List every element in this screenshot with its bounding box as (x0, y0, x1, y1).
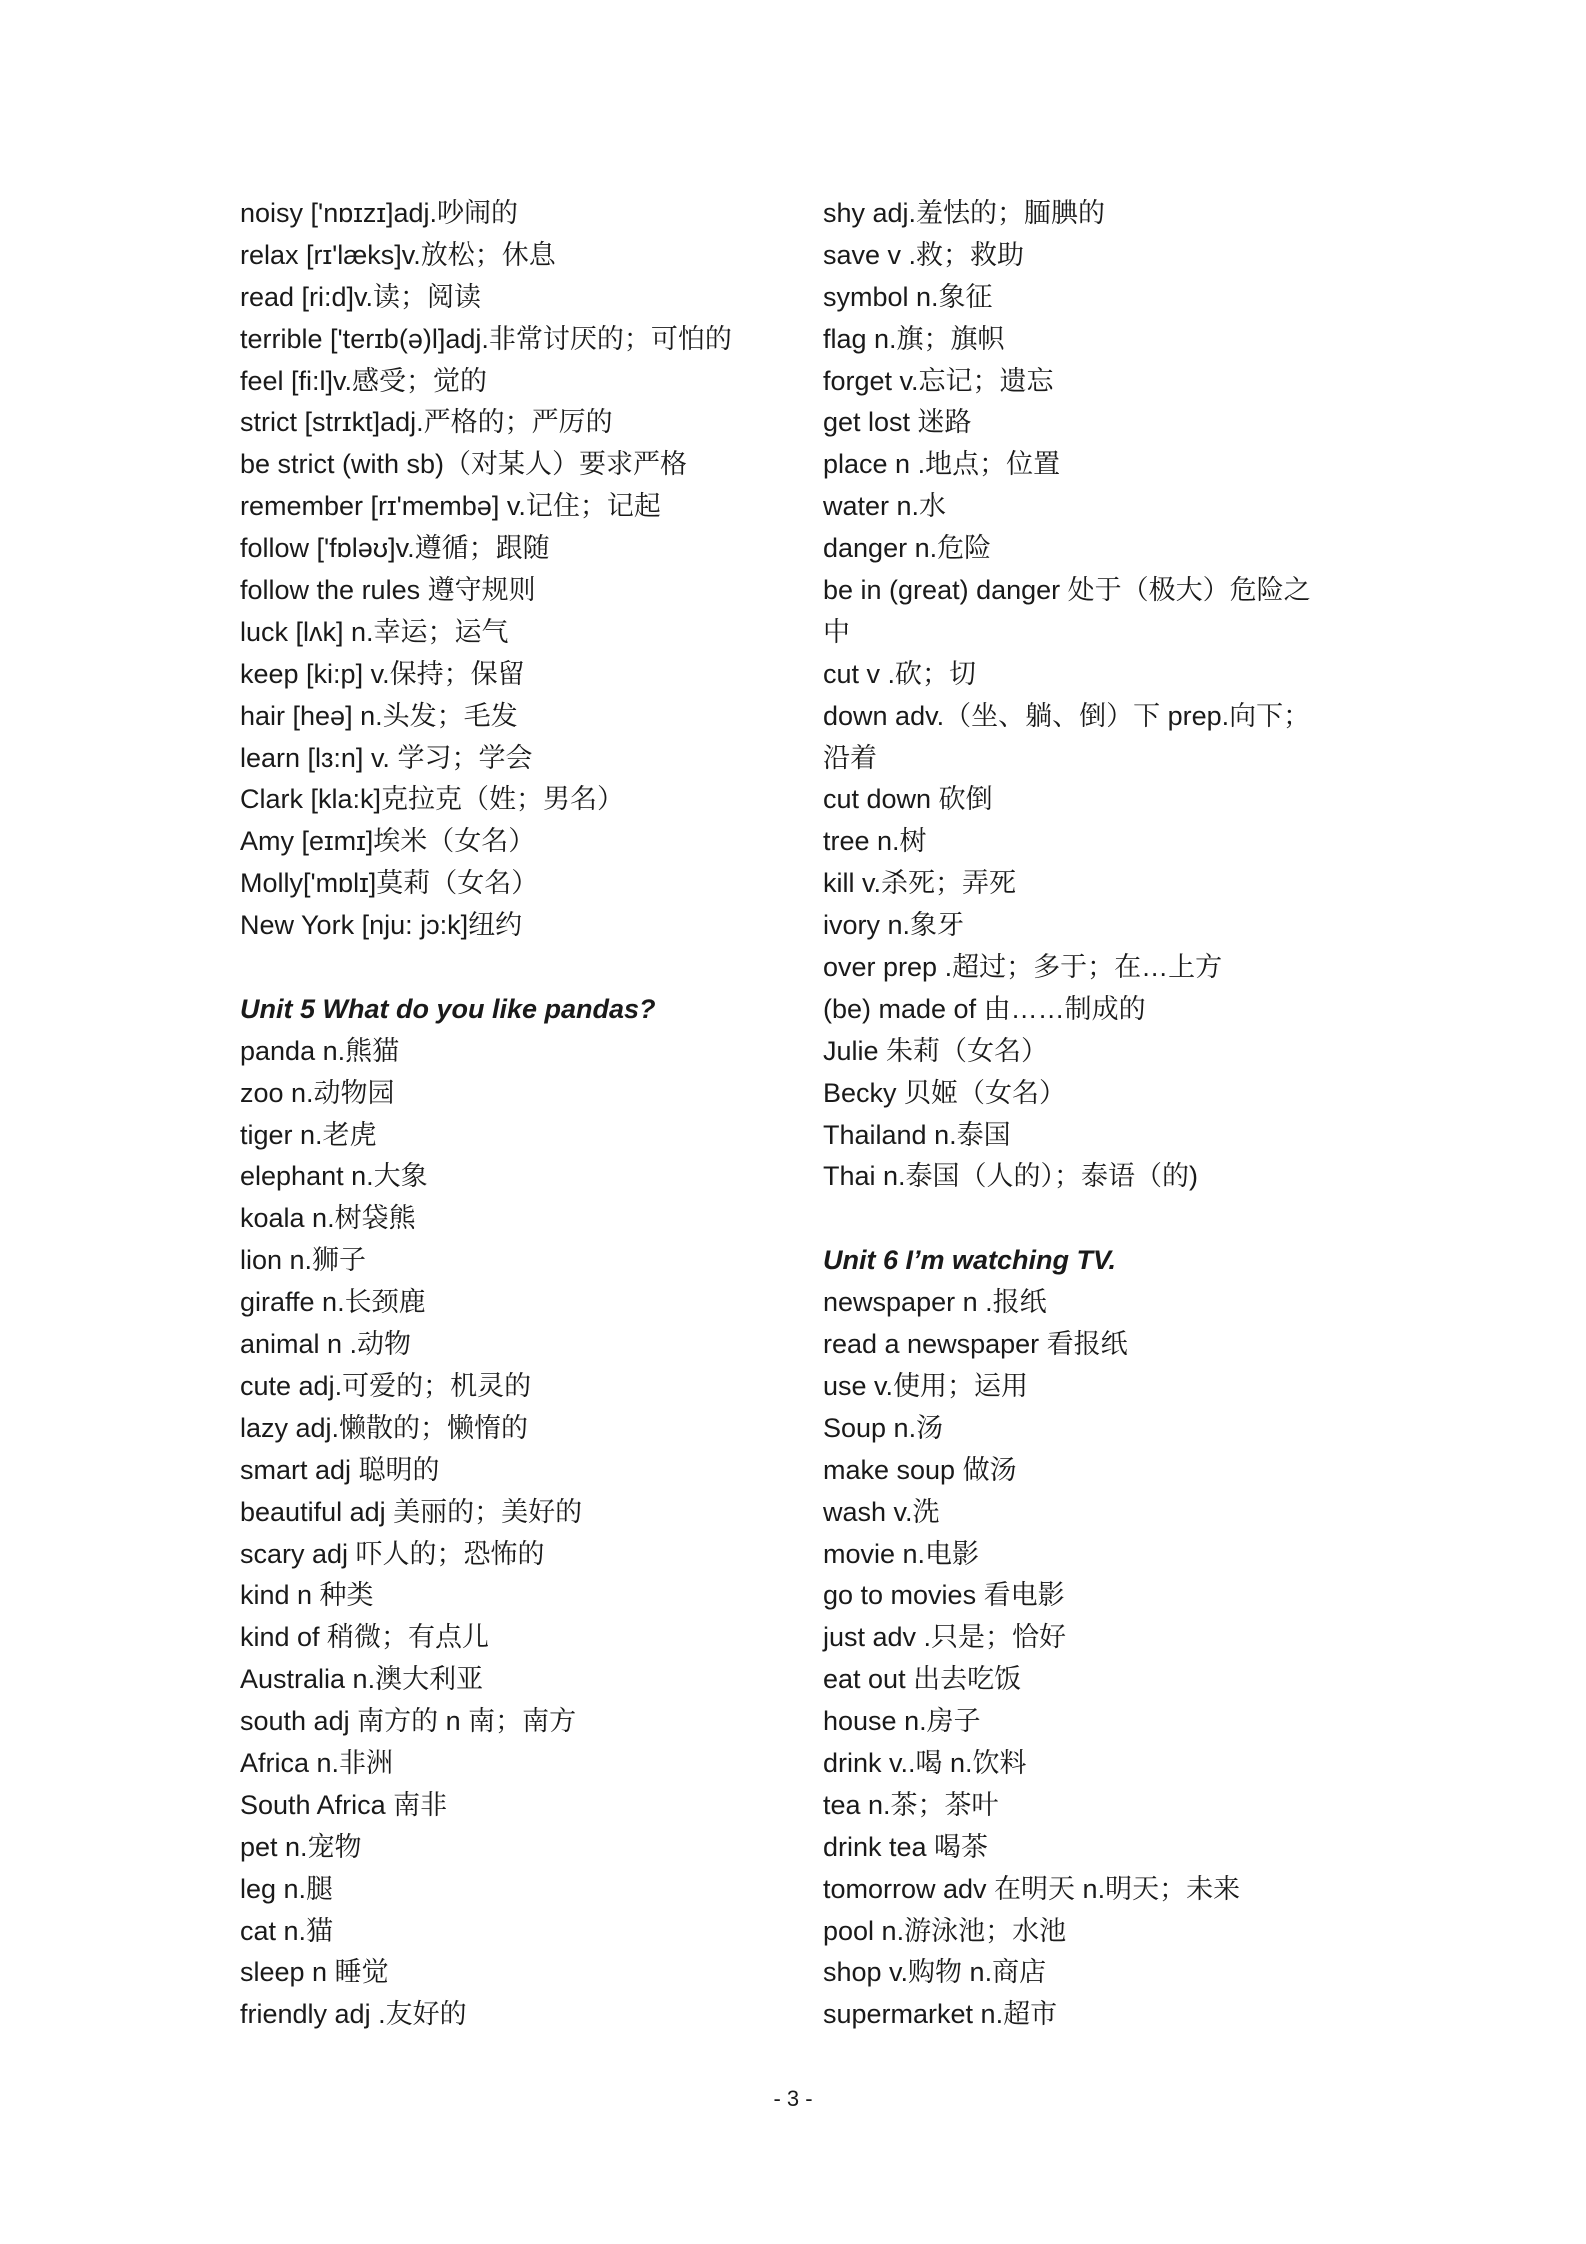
vocab-entry: south adj 南方的 n 南；南方 (240, 1706, 577, 1737)
vocab-entry: keep [ki:p] v.保持；保留 (240, 658, 525, 689)
vocab-entry: animal n .动物 (240, 1329, 412, 1360)
vocab-entry: Julie 朱莉（女名） (823, 1035, 1049, 1066)
vocab-entry: 沿着 (823, 742, 877, 773)
vocab-entry: sleep n 睡觉 (240, 1957, 389, 1988)
vocab-entry: shy adj.羞怯的；腼腆的 (823, 198, 1106, 228)
vocab-entry: Amy [eɪmɪ]埃米（女名） (240, 826, 536, 857)
unit-heading: Unit 5 What do you like pandas? (240, 993, 656, 1024)
vocab-entry: newspaper n .报纸 (823, 1287, 1047, 1318)
vocab-entry: place n .地点；位置 (823, 449, 1061, 480)
vocab-entry: elephant n.大象 (240, 1161, 428, 1192)
vocab-entry: be strict (with sb)（对某人）要求严格 (240, 449, 688, 480)
vocab-entry: smart adj 聪明的 (240, 1454, 440, 1485)
vocab-entry: zoo n.动物园 (240, 1077, 395, 1108)
vocab-entry: lazy adj.懒散的；懒惰的 (240, 1412, 529, 1443)
vocab-entry: friendly adj .友好的 (240, 1999, 467, 2030)
vocab-entry: Clark [kla:k]克拉克（姓；男名） (240, 784, 625, 815)
vocab-entry: kind n 种类 (240, 1580, 374, 1611)
vocab-entry: follow ['fɒləʊ]v.遵循；跟随 (240, 533, 550, 564)
vocab-entry: strict [strɪkt]adj.严格的；严厉的 (240, 407, 613, 438)
vocab-entry: make soup 做汤 (823, 1454, 1017, 1485)
vocab-entry: kill v.杀死；弄死 (823, 868, 1016, 899)
vocab-entry: Thai n.泰国（人的）；泰语（的) (823, 1161, 1199, 1192)
vocab-entry: read a newspaper 看报纸 (823, 1329, 1128, 1360)
vocab-entry: Australia n.澳大利亚 (240, 1664, 484, 1695)
vocab-entry: tomorrow adv 在明天 n.明天；未来 (823, 1873, 1241, 1904)
vocab-entry: pool n.游泳池；水池 (823, 1915, 1067, 1946)
vocab-entry: supermarket n.超市 (823, 1999, 1058, 2030)
vocab-entry: tiger n.老虎 (240, 1119, 377, 1150)
vocab-entry: tree n.树 (823, 826, 927, 857)
vocab-entry: learn [lɜ:n] v. 学习；学会 (240, 742, 533, 773)
vocab-entry: cut down 砍倒 (823, 784, 993, 815)
vocab-entry: flag n.旗；旗帜 (823, 323, 1005, 354)
vocab-entry: remember [rɪ'membə] v.记住；记起 (240, 491, 661, 522)
page-number: - 3 - (773, 2086, 813, 2111)
vocab-entry: wash v.洗 (823, 1496, 940, 1527)
left-column (240, 193, 800, 2036)
vocab-entry: relax [rɪ'læks]v.放松；休息 (240, 239, 556, 270)
vocab-entry: cat n.猫 (240, 1915, 334, 1946)
blank-line (240, 947, 800, 989)
vocab-entry: Thailand n.泰国 (823, 1119, 1011, 1150)
vocab-entry: terrible ['terɪb(ə)l]adj.非常讨厌的；可怕的 (240, 323, 732, 354)
vocab-entry: drink tea 喝茶 (823, 1831, 989, 1862)
vocab-entry: noisy ['nɒɪzɪ]adj.吵闹的 (240, 198, 518, 228)
vocab-entry: South Africa 南非 (240, 1789, 448, 1820)
vocab-entry: feel [fi:l]v.感受；觉的 (240, 365, 488, 396)
vocab-entry: beautiful adj 美丽的；美好的 (240, 1496, 583, 1527)
vocab-entry: luck [lʌk] n.幸运；运气 (240, 616, 509, 647)
vocab-entry: pet n.宠物 (240, 1831, 362, 1862)
vocab-entry: save v .救；救助 (823, 239, 1025, 270)
vocab-entry: go to movies 看电影 (823, 1580, 1065, 1611)
vocab-entry: shop v.购物 n.商店 (823, 1957, 1047, 1988)
vocab-entry: get lost 迷路 (823, 407, 972, 438)
vocab-entry: New York [nju: jɔ:k]纽约 (240, 910, 523, 941)
vocab-entry: 中 (823, 616, 850, 647)
vocab-entry: danger n.危险 (823, 533, 992, 564)
vocab-entry: over prep .超过；多于；在…上方 (823, 952, 1223, 983)
right-column (823, 193, 1383, 2036)
vocab-entry: leg n.腿 (240, 1873, 334, 1904)
vocab-entry: Africa n.非洲 (240, 1747, 394, 1778)
vocab-entry: water n.水 (823, 491, 947, 522)
vocab-entry: tea n.茶；茶叶 (823, 1789, 999, 1820)
vocab-entry: follow the rules 遵守规则 (240, 575, 536, 606)
vocab-entry: lion n.狮子 (240, 1245, 367, 1276)
vocab-entry: panda n.熊猫 (240, 1035, 400, 1066)
vocab-entry: koala n.树袋熊 (240, 1203, 416, 1234)
vocab-entry: cute adj.可爱的；机灵的 (240, 1370, 532, 1401)
vocab-entry: down adv.（坐、躺、倒）下 prep.向下； (823, 700, 1311, 731)
blank-line (823, 1198, 1383, 1240)
vocab-entry: Soup n.汤 (823, 1412, 944, 1443)
vocab-entry: movie n.电影 (823, 1538, 980, 1569)
vocab-entry: hair [heə] n.头发；毛发 (240, 700, 518, 731)
vocab-entry: drink v..喝 n.饮料 (823, 1747, 1027, 1778)
vocab-entry: use v.使用；运用 (823, 1370, 1029, 1401)
vocab-entry: Molly['mɒlɪ]莫莉（女名） (240, 868, 539, 899)
vocab-entry: house n.房子 (823, 1706, 981, 1737)
unit-heading: Unit 6 I’m watching TV. (823, 1245, 1117, 1276)
vocab-entry: symbol n.象征 (823, 281, 993, 312)
vocab-entry: be in (great) danger 处于（极大）危险之 (823, 575, 1311, 606)
vocab-entry: forget v.忘记；遗忘 (823, 365, 1054, 396)
vocab-entry: Becky 贝姬（女名） (823, 1077, 1067, 1108)
vocab-entry: cut v .砍；切 (823, 658, 977, 689)
vocab-entry: read [ri:d]v.读；阅读 (240, 281, 482, 312)
vocab-entry: kind of 稍微；有点儿 (240, 1622, 490, 1653)
vocab-entry: giraffe n.长颈鹿 (240, 1287, 426, 1318)
vocab-entry: scary adj 吓人的；恐怖的 (240, 1538, 545, 1569)
vocab-entry: (be) made of 由……制成的 (823, 993, 1146, 1024)
vocab-entry: ivory n.象牙 (823, 910, 965, 941)
vocab-entry: just adv .只是；恰好 (823, 1622, 1067, 1653)
vocab-entry: eat out 出去吃饭 (823, 1664, 1022, 1695)
